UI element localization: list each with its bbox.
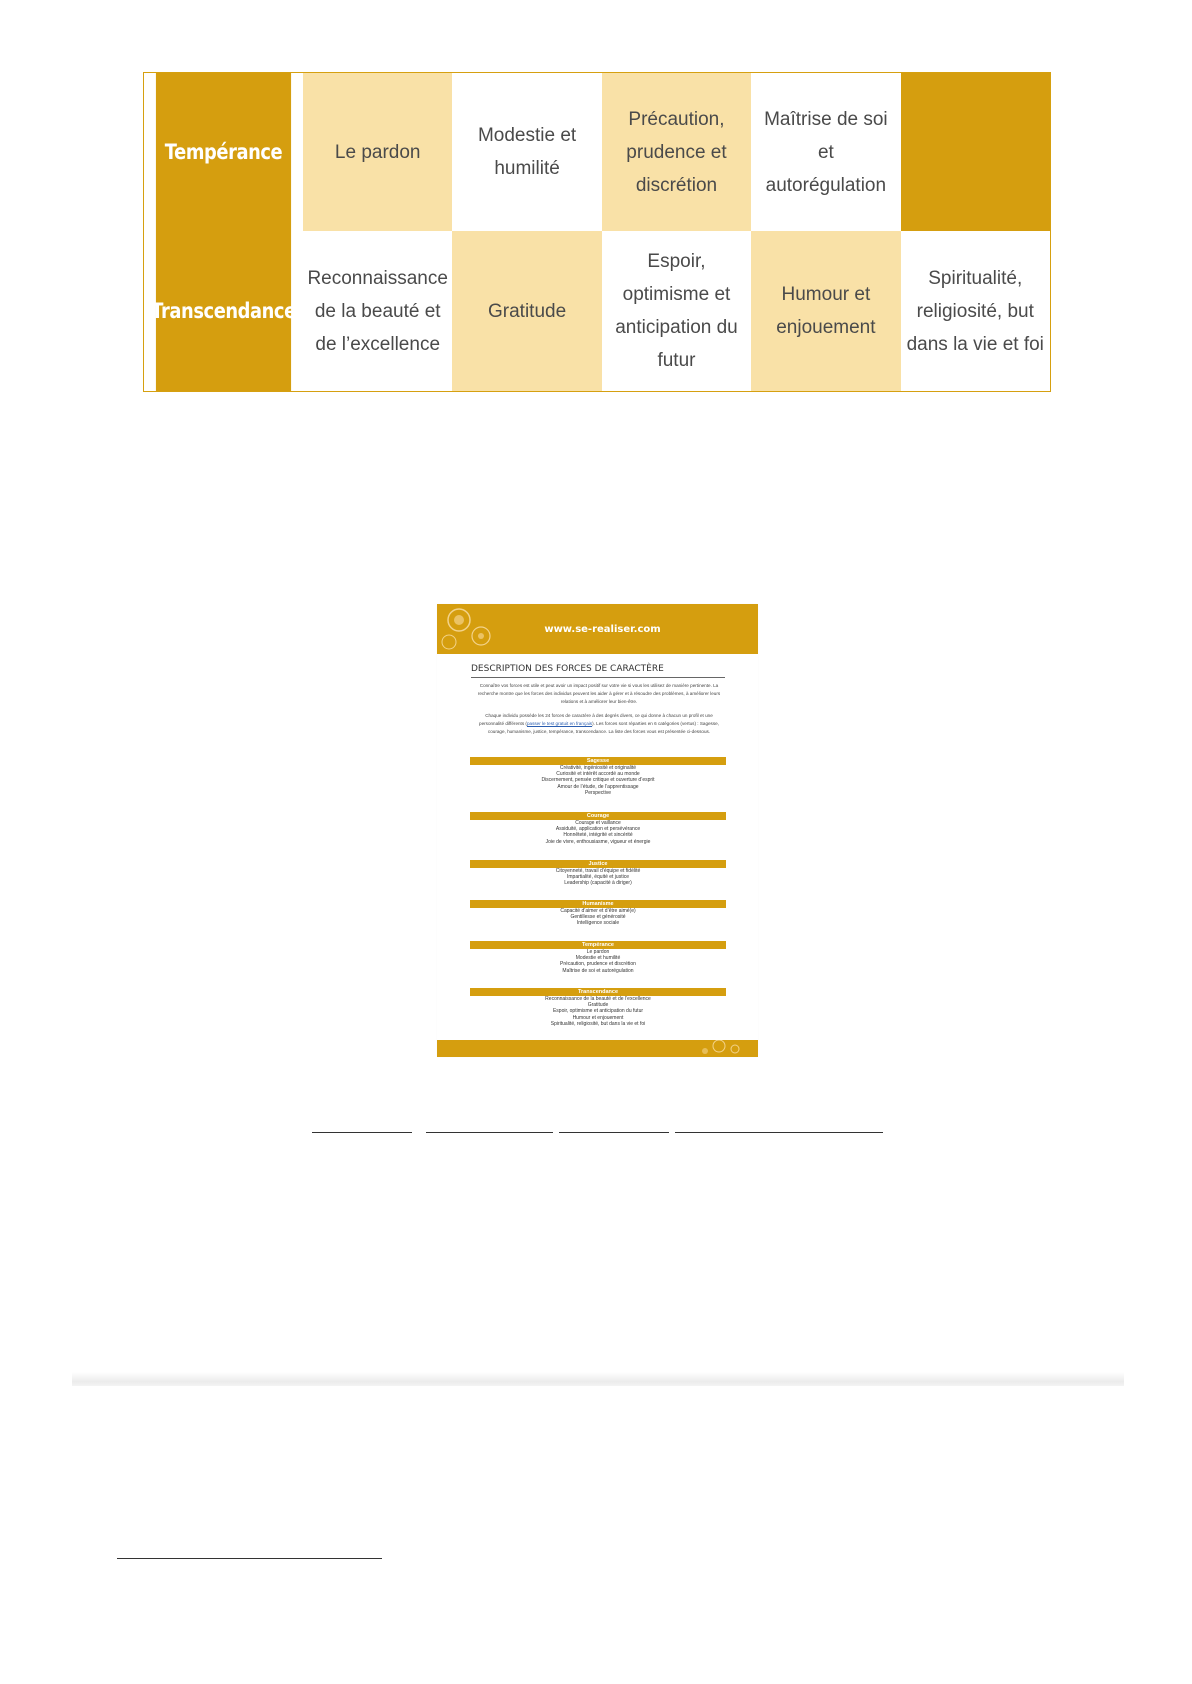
table-cell: Reconnaissance de la beauté et de l’excellence	[303, 231, 452, 391]
section-divider	[72, 1372, 1124, 1386]
preview-category: Tempérance Le pardon Modestie et humilité Précaution, prudence et discrétion Maîtrise de soi et autorégulation	[470, 941, 726, 974]
link-underline[interactable]	[312, 1132, 412, 1133]
document-preview-image[interactable]	[437, 604, 758, 1057]
table-cell: Modestie et humilité	[452, 73, 601, 231]
row-header-temperance: Tempérance	[156, 73, 291, 231]
preview-header	[437, 604, 758, 654]
table-cell: Humour et enjouement	[751, 231, 900, 391]
preview-category: Courage Courage et vaillance Assiduité, application et persévérance Honnêteté, intégrité et sincérité Joie de vivre, enthousiasme, vigueur et énergie	[470, 812, 726, 845]
table-cell: Le pardon	[303, 73, 452, 231]
table-cell: Spiritualité, religiosité, but dans la vie et foi	[901, 231, 1050, 391]
preview-footer	[437, 1040, 758, 1057]
preview-intro-paragraph-2: Chaque individu possède les 24 forces de caractère à des degrés divers, ce qui donne à chacun un profil et une personnalité différents (passer le test gratuit en français). Les forces sont réparties en 6 catégories (vertus) : Sagesse, courage, humanisme, justice, tempérance, transcendance. La liste des forces vous est présentée ci-dessous.	[479, 713, 719, 734]
row-header-transcendance: Transcendance	[156, 231, 291, 391]
preview-title: DESCRIPTION DES FORCES DE CARACTÈRE	[471, 664, 725, 678]
preview-category: Humanisme Capacité d’aimer et d’être aimé(e) Gentillesse et générosité Intelligence sociale	[470, 900, 726, 927]
preview-category: Justice Citoyenneté, travail d’équipe et fidélité Impartialité, équité et justice Leadership (capacité à diriger)	[470, 860, 726, 887]
flower-ornament-icon	[437, 604, 517, 654]
table-cell: Maîtrise de soi et autorégulation	[751, 73, 900, 231]
flower-ornament-icon	[437, 1040, 758, 1057]
preview-category: Transcendance Reconnaissance de la beauté et de l’excellence Gratitude Espoir, optimisme et anticipation du futur Humour et enjouement Spiritualité, religiosité, but dans la vie et foi	[470, 988, 726, 1027]
preview-site-url: www.se-realiser.com	[544, 623, 661, 635]
table-cell-empty	[901, 73, 1050, 231]
footnote-separator	[117, 1558, 382, 1559]
link-underline[interactable]	[675, 1132, 883, 1133]
strengths-table	[143, 72, 1051, 392]
table-cell: Espoir, optimisme et anticipation du futur	[602, 231, 751, 391]
preview-test-link[interactable]: passer le test gratuit en français	[526, 721, 593, 726]
table-cell: Gratitude	[452, 231, 601, 391]
link-underline[interactable]	[559, 1132, 669, 1133]
table-cell: Précaution, prudence et discrétion	[602, 73, 751, 231]
link-underline[interactable]	[426, 1132, 553, 1133]
preview-intro-paragraph: Connaître vos forces est utile et peut avoir un impact positif sur votre vie si vous les utilisez de manière pertinente. La recherche montre que les forces des individus peuvent les aider à gérer et à résoudre des problèmes, à améliorer leurs relations et à améliorer leur bien-être.	[477, 683, 721, 704]
preview-category: Sagesse Créativité, ingéniosité et originalité Curiosité et intérêt accordé au monde Discernement, pensée critique et ouverture d’esprit Amour de l’étude, de l’apprentissage Perspective	[470, 757, 726, 796]
